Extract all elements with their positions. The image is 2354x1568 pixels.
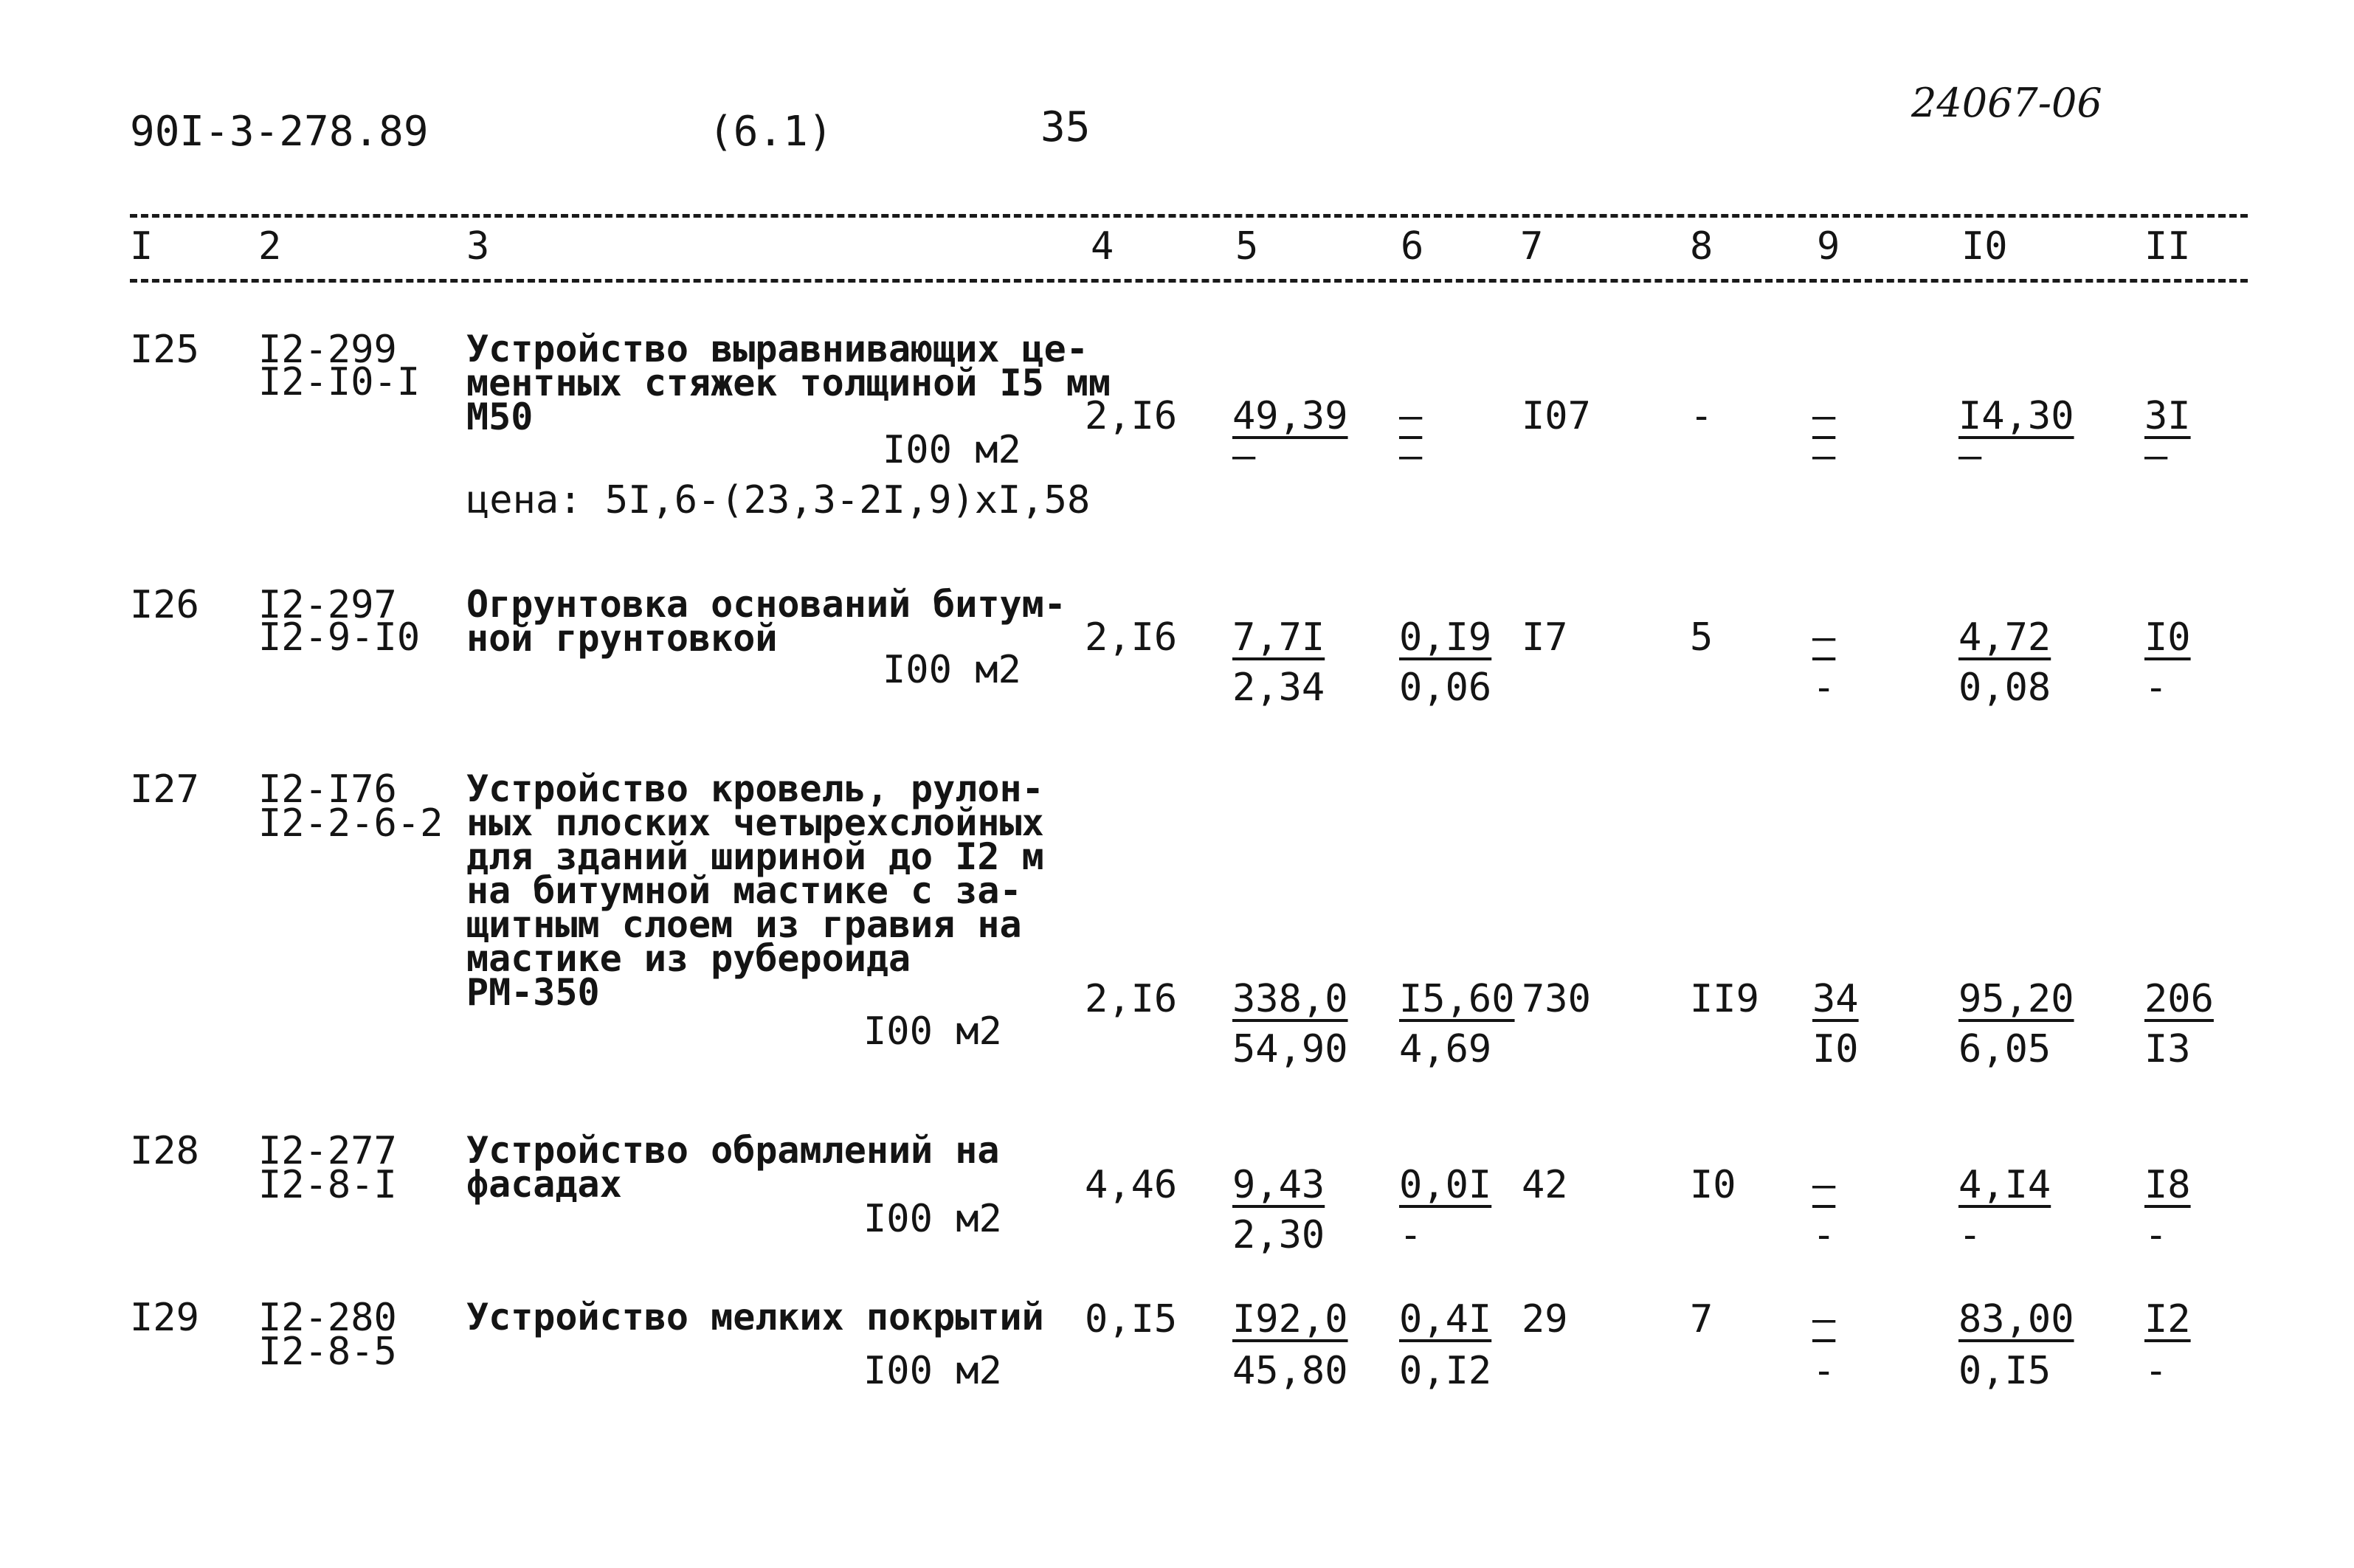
quantity: 0,I5 [1085, 1297, 1178, 1341]
handwritten-sheet-number: 24067-06 [1911, 80, 2102, 126]
value-top: – [1399, 394, 1423, 438]
value-top: I4,30 [1958, 394, 2074, 438]
value-top: – [1812, 1163, 1836, 1207]
value-top: 338,0 [1232, 977, 1348, 1021]
value: 5 [1690, 615, 1713, 660]
value: I7 [1522, 615, 1568, 660]
value: II9 [1690, 977, 1759, 1021]
row-number: I27 [130, 767, 199, 812]
column-header: I0 [1961, 224, 2008, 269]
value-top: 95,20 [1958, 977, 2074, 1021]
work-description: Огрунтовка оснований битум- ной грунтовкой [466, 583, 1066, 660]
norm-code: I2-8-5 [258, 1330, 397, 1374]
value: 29 [1522, 1297, 1568, 1341]
value-top: I8 [2144, 1163, 2191, 1207]
unit: I00 м2 [863, 1009, 1002, 1054]
value-top: I92,0 [1232, 1297, 1348, 1341]
quantity: 2,I6 [1085, 394, 1178, 438]
norm-code: I2-280 [258, 1296, 397, 1340]
value-bottom: 0,I2 [1399, 1349, 1492, 1393]
column-header: II [2144, 224, 2191, 269]
value-bottom: 0,06 [1399, 666, 1492, 710]
value: 730 [1522, 977, 1591, 1021]
value-top: 4,I4 [1958, 1163, 2051, 1207]
value-bottom: – [2144, 434, 2168, 478]
value-top: 3I [2144, 394, 2191, 438]
quantity: 4,46 [1085, 1163, 1178, 1207]
price-note: цена: 5I,6-(23,3-2I,9)xI,58 [466, 478, 1091, 522]
value-top: – [1812, 1297, 1836, 1341]
quantity: 2,I6 [1085, 615, 1178, 660]
value-bottom: – [1399, 434, 1423, 478]
column-header: I [130, 224, 153, 269]
norm-code: I2-9-I0 [258, 615, 421, 660]
value-bottom: - [2144, 1213, 2168, 1257]
value-top: 4,72 [1958, 615, 2051, 660]
unit: I00 м2 [883, 648, 1021, 692]
value-top: 0,I9 [1399, 615, 1492, 660]
value-bottom: 0,08 [1958, 666, 2051, 710]
header-rule-bottom [130, 279, 2248, 283]
value-top: 34 [1812, 977, 1859, 1021]
value: 42 [1522, 1163, 1568, 1207]
value-top: I0 [2144, 615, 2191, 660]
column-header: 3 [466, 224, 490, 269]
value: I07 [1522, 394, 1591, 438]
norm-code: I2-I76 [258, 767, 397, 812]
value-bottom: - [2144, 1349, 2168, 1393]
value-top: I2 [2144, 1297, 2191, 1341]
value-bottom: 54,90 [1232, 1027, 1348, 1071]
norm-code: I2-277 [258, 1129, 397, 1173]
row-number: I26 [130, 583, 199, 627]
work-description: Устройство кровель, рулон- ных плоских четырехслойных для зданий шириной до I2 м на битумной мастике с за- щитным слоем из гравия на мастике из рубероида РМ-350 [466, 767, 1044, 1014]
unit: I00 м2 [883, 428, 1021, 472]
value-bottom: I0 [1812, 1027, 1859, 1071]
value-top: 49,39 [1232, 394, 1348, 438]
value-bottom: - [1399, 1213, 1423, 1257]
column-header: 6 [1401, 224, 1424, 269]
column-header: 8 [1690, 224, 1713, 269]
row-number: I28 [130, 1129, 199, 1173]
document-code: 90I-3-278.89 [130, 108, 429, 156]
value-bottom: – [1958, 434, 1982, 478]
column-header: 4 [1091, 224, 1114, 269]
column-header: 2 [258, 224, 282, 269]
value-bottom: 45,80 [1232, 1349, 1348, 1393]
row-number: I25 [130, 328, 199, 372]
norm-code: I2-8-I [258, 1163, 397, 1207]
value-bottom: – [1812, 434, 1836, 478]
value-bottom: – [1232, 434, 1256, 478]
section-number: (6.1) [708, 108, 833, 156]
page-number: 35 [1040, 103, 1091, 151]
value-bottom: - [1958, 1213, 1982, 1257]
value: - [1690, 394, 1713, 438]
value-bottom: 2,34 [1232, 666, 1325, 710]
value-top: 0,4I [1399, 1297, 1492, 1341]
header-rule-top [130, 214, 2248, 218]
value-top: 206 [2144, 977, 2214, 1021]
unit: I00 м2 [863, 1197, 1002, 1241]
value-bottom: - [2144, 666, 2168, 710]
value-top: 83,00 [1958, 1297, 2074, 1341]
column-header: 5 [1235, 224, 1259, 269]
work-description: Устройство выравнивающих це- ментных стяжек толщиной I5 мм М50 [466, 328, 1111, 438]
value-bottom: 2,30 [1232, 1213, 1325, 1257]
norm-code: I2-2-6-2 [258, 801, 443, 846]
value-bottom: - [1812, 1349, 1836, 1393]
value-top: 0,0I [1399, 1163, 1492, 1207]
value-bottom: - [1812, 666, 1836, 710]
value: 7 [1690, 1297, 1713, 1341]
work-description: Устройство обрамлений на фасадах [466, 1129, 1000, 1206]
quantity: 2,I6 [1085, 977, 1178, 1021]
column-header: 9 [1817, 224, 1840, 269]
unit: I00 м2 [863, 1349, 1002, 1393]
value-bottom: 4,69 [1399, 1027, 1492, 1071]
row-number: I29 [130, 1296, 199, 1340]
value-top: – [1812, 615, 1836, 660]
value-bottom: - [1812, 1213, 1836, 1257]
value-top: 7,7I [1232, 615, 1325, 660]
work-description: Устройство мелких покрытий [466, 1296, 1044, 1339]
value-bottom: 0,I5 [1958, 1349, 2051, 1393]
value-top: 9,43 [1232, 1163, 1325, 1207]
norm-code: I2-299 [258, 328, 397, 372]
value-bottom: 6,05 [1958, 1027, 2051, 1071]
value-top: I5,60 [1399, 977, 1515, 1021]
value-top: – [1812, 394, 1836, 438]
value-bottom: I3 [2144, 1027, 2191, 1071]
value: I0 [1690, 1163, 1736, 1207]
norm-code: I2-I0-I [258, 360, 421, 404]
column-header: 7 [1520, 224, 1544, 269]
norm-code: I2-297 [258, 583, 397, 627]
